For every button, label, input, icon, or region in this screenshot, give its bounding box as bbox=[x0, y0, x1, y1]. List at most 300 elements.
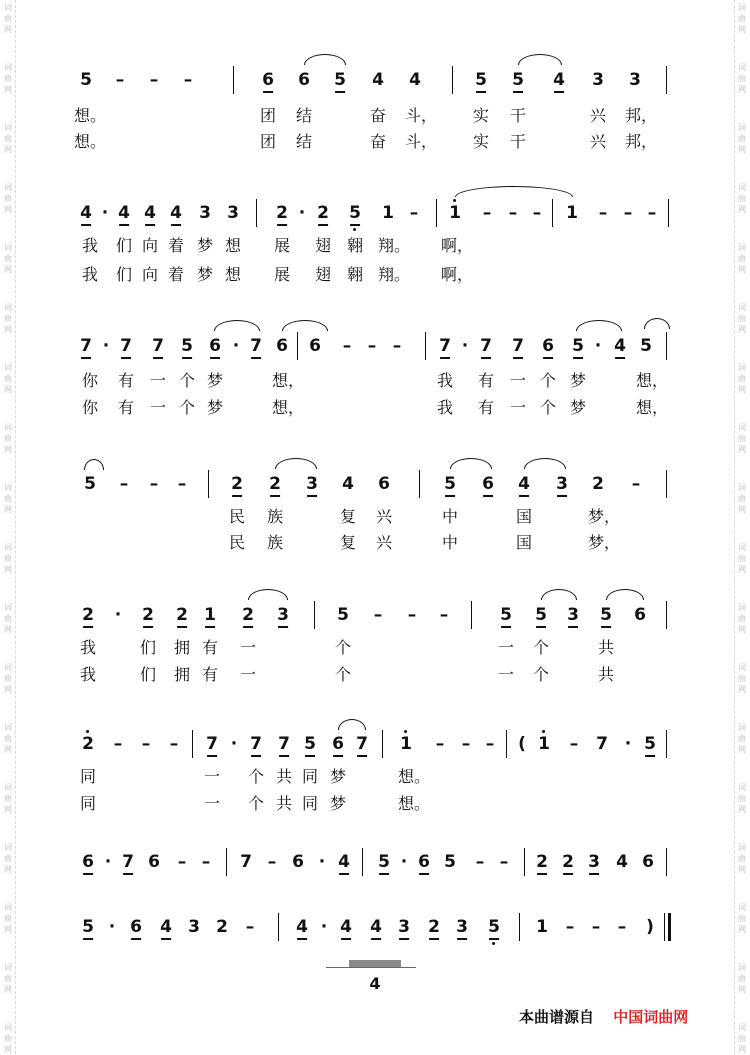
watermark-char: 词 bbox=[738, 303, 746, 312]
watermark-char: 词 bbox=[4, 63, 12, 72]
watermark-char: 词 bbox=[738, 723, 746, 732]
lyric: 梦 bbox=[196, 236, 214, 255]
lyric: 个 bbox=[247, 767, 265, 786]
lyric: 翅 bbox=[314, 236, 332, 255]
watermark-char: 网 bbox=[738, 325, 746, 334]
lyric: 个 bbox=[532, 665, 550, 684]
watermark-char: 网 bbox=[4, 745, 12, 754]
watermark-char: 网 bbox=[4, 145, 12, 154]
watermark-char: 网 bbox=[738, 445, 746, 454]
footer-ornament bbox=[349, 960, 401, 967]
lyric: 有 bbox=[477, 398, 495, 417]
lyric: 国 bbox=[515, 533, 533, 552]
note: 6 bbox=[262, 70, 274, 90]
watermark-char: 曲 bbox=[4, 914, 12, 923]
lyric: 展 bbox=[273, 265, 291, 284]
note: 6 bbox=[276, 336, 288, 356]
lyric: 翱 bbox=[346, 265, 364, 284]
lyric: 奋 bbox=[369, 132, 387, 151]
note: 4 bbox=[338, 852, 350, 872]
watermark-char: 网 bbox=[4, 445, 12, 454]
notation-row bbox=[76, 601, 676, 631]
watermark-unit bbox=[738, 482, 746, 515]
watermark-char: 词 bbox=[738, 243, 746, 252]
watermark-char: 网 bbox=[4, 505, 12, 514]
note: 7 bbox=[206, 734, 218, 754]
watermark-char: 词 bbox=[738, 483, 746, 492]
lyric: 梦 bbox=[569, 398, 587, 417]
lyric: 同 bbox=[79, 794, 97, 813]
watermark-char: 网 bbox=[738, 145, 746, 154]
lyric: 团 bbox=[259, 106, 277, 125]
note: 6 bbox=[482, 474, 494, 494]
lyric: 们 bbox=[115, 265, 133, 284]
watermark-char: 网 bbox=[4, 685, 12, 694]
note: · bbox=[320, 917, 328, 937]
barline bbox=[471, 601, 472, 629]
lyric: 兴 bbox=[589, 132, 607, 151]
note: 4 bbox=[296, 917, 308, 937]
watermark-unit bbox=[4, 602, 12, 635]
watermark-char: 词 bbox=[4, 183, 12, 192]
note: 2 bbox=[536, 852, 548, 872]
watermark-char: 曲 bbox=[4, 1034, 12, 1043]
watermark-char: 曲 bbox=[738, 194, 746, 203]
note: 1 bbox=[449, 203, 461, 223]
lyric: 们 bbox=[139, 665, 157, 684]
note: · bbox=[461, 336, 469, 356]
watermark-unit bbox=[4, 662, 12, 695]
lyric: 想。 bbox=[73, 106, 107, 125]
note: · bbox=[232, 336, 240, 356]
note: 3 bbox=[199, 203, 211, 223]
watermark-unit bbox=[4, 182, 12, 215]
watermark-unit bbox=[738, 422, 746, 455]
note: 6 bbox=[418, 852, 430, 872]
slur bbox=[450, 458, 492, 469]
watermark-char: 网 bbox=[738, 925, 746, 934]
note: 2 bbox=[317, 203, 329, 223]
watermark-char: 曲 bbox=[738, 854, 746, 863]
lyric: 想 bbox=[224, 265, 242, 284]
watermark-char: 曲 bbox=[4, 134, 12, 143]
note: 5 bbox=[82, 917, 94, 937]
watermark-unit bbox=[738, 2, 746, 35]
lyric: 梦 bbox=[206, 398, 224, 417]
lyric: 一 bbox=[509, 398, 527, 417]
note: – bbox=[461, 734, 471, 754]
note: 7 bbox=[122, 852, 134, 872]
note: 2 bbox=[242, 605, 254, 625]
note: 6 bbox=[309, 336, 321, 356]
note: – bbox=[373, 605, 383, 625]
watermark-unit bbox=[4, 902, 12, 935]
watermark-unit bbox=[4, 362, 12, 395]
barline bbox=[233, 66, 234, 94]
note: – bbox=[177, 474, 187, 494]
watermark-char: 词 bbox=[4, 783, 12, 792]
watermark-char: 曲 bbox=[4, 494, 12, 503]
note: 6 bbox=[634, 605, 646, 625]
note: 7 bbox=[480, 336, 492, 356]
lyric: 中 bbox=[441, 507, 459, 526]
note: 5 bbox=[488, 917, 500, 937]
note: – bbox=[475, 852, 485, 872]
note: 2 bbox=[142, 605, 154, 625]
note: – bbox=[623, 203, 633, 223]
barline bbox=[208, 470, 209, 498]
watermark-unit bbox=[738, 122, 746, 155]
watermark-unit bbox=[738, 782, 746, 815]
note: 7 bbox=[278, 734, 290, 754]
note: 3 bbox=[629, 70, 641, 90]
lyric: 翅 bbox=[314, 265, 332, 284]
watermark-char: 曲 bbox=[4, 254, 12, 263]
note: · bbox=[108, 917, 116, 937]
lyric: 一 bbox=[149, 371, 167, 390]
watermark-unit bbox=[738, 722, 746, 755]
watermark-char: 词 bbox=[738, 123, 746, 132]
watermark-unit bbox=[738, 1022, 746, 1055]
note: 5 bbox=[500, 605, 512, 625]
note: 1 bbox=[400, 734, 412, 754]
lyric: 一 bbox=[239, 665, 257, 684]
note: 5 bbox=[378, 852, 390, 872]
watermark-char: 曲 bbox=[4, 374, 12, 383]
note: 6 bbox=[148, 852, 160, 872]
lyric: 兴 bbox=[589, 106, 607, 125]
lyric: 一 bbox=[497, 665, 515, 684]
note: 4 bbox=[80, 203, 92, 223]
note: 2 bbox=[216, 917, 228, 937]
watermark-char: 词 bbox=[4, 363, 12, 372]
watermark-char: 词 bbox=[738, 63, 746, 72]
watermark-char: 曲 bbox=[4, 314, 12, 323]
note: 1 bbox=[536, 917, 548, 937]
lyric: 你 bbox=[81, 398, 99, 417]
watermark-char: 网 bbox=[4, 265, 12, 274]
lyric: 邦， bbox=[624, 106, 658, 125]
note: – bbox=[267, 852, 277, 872]
note: 2 bbox=[269, 474, 281, 494]
slur bbox=[275, 458, 317, 469]
lyric: 个 bbox=[178, 371, 196, 390]
note: 6 bbox=[298, 70, 310, 90]
watermark-char: 曲 bbox=[738, 74, 746, 83]
note: – bbox=[591, 917, 601, 937]
lyric: 个 bbox=[539, 398, 557, 417]
note: 5 bbox=[535, 605, 547, 625]
note: – bbox=[183, 70, 193, 90]
watermark-unit bbox=[4, 302, 12, 335]
note: 1 bbox=[538, 734, 550, 754]
note: 5 bbox=[80, 70, 92, 90]
lyric: 们 bbox=[139, 638, 157, 657]
note: – bbox=[149, 474, 159, 494]
note: 5 bbox=[512, 70, 524, 90]
note: 4 bbox=[518, 474, 530, 494]
lyric: 族 bbox=[266, 507, 284, 526]
source-credit bbox=[519, 1006, 688, 1027]
note: 4 bbox=[616, 852, 628, 872]
note: · bbox=[104, 852, 112, 872]
note: 5 bbox=[334, 70, 346, 90]
note: – bbox=[482, 203, 492, 223]
lyric: 有 bbox=[117, 371, 135, 390]
note: 2 bbox=[562, 852, 574, 872]
note: 3 bbox=[567, 605, 579, 625]
watermark-unit bbox=[738, 962, 746, 995]
watermark-char: 曲 bbox=[738, 974, 746, 983]
watermark-char: 词 bbox=[4, 903, 12, 912]
note: – bbox=[439, 605, 449, 625]
note: 3 bbox=[277, 605, 289, 625]
watermark-char: 词 bbox=[4, 123, 12, 132]
barline bbox=[524, 848, 525, 876]
watermark-unit bbox=[4, 782, 12, 815]
note: 7 bbox=[356, 734, 368, 754]
note: 2 bbox=[82, 605, 94, 625]
note: 1 bbox=[566, 203, 578, 223]
watermark-char: 曲 bbox=[4, 74, 12, 83]
note: – bbox=[508, 203, 518, 223]
watermark-char: 曲 bbox=[738, 434, 746, 443]
lyric: 共 bbox=[597, 638, 615, 657]
watermark-char: 网 bbox=[738, 685, 746, 694]
watermark-char: 网 bbox=[4, 25, 12, 34]
watermark-char: 曲 bbox=[4, 854, 12, 863]
lyric: 向 bbox=[141, 265, 159, 284]
watermark-char: 曲 bbox=[4, 14, 12, 23]
note: 5 bbox=[337, 605, 349, 625]
lyric: 想。 bbox=[397, 767, 431, 786]
source-site-link[interactable]: 中国词曲网 bbox=[613, 1008, 689, 1026]
lyric: 有 bbox=[201, 638, 219, 657]
watermark-char: 曲 bbox=[738, 674, 746, 683]
note: 6 bbox=[332, 734, 344, 754]
lyric: 一 bbox=[203, 767, 221, 786]
lyric: 干 bbox=[509, 106, 527, 125]
watermark-char: 词 bbox=[4, 423, 12, 432]
watermark-char: 词 bbox=[738, 843, 746, 852]
watermark-char: 网 bbox=[738, 565, 746, 574]
notation-row bbox=[76, 913, 676, 943]
note: – bbox=[532, 203, 542, 223]
lyric: 我 bbox=[436, 371, 454, 390]
barline bbox=[552, 199, 553, 227]
note: 7 bbox=[512, 336, 524, 356]
notation-row bbox=[76, 730, 676, 760]
slur bbox=[541, 589, 577, 600]
watermark-char: 网 bbox=[4, 865, 12, 874]
note: 4 bbox=[614, 336, 626, 356]
lyric: 梦 bbox=[196, 265, 214, 284]
note: · bbox=[400, 852, 408, 872]
source-label: 本曲谱源自 bbox=[519, 1008, 595, 1026]
note: 6 bbox=[292, 852, 304, 872]
note: 6 bbox=[82, 852, 94, 872]
watermark-unit bbox=[4, 1022, 12, 1055]
watermark-unit bbox=[4, 62, 12, 95]
notation-row bbox=[76, 199, 676, 229]
watermark-unit bbox=[4, 122, 12, 155]
barline bbox=[666, 730, 667, 758]
watermark-char: 网 bbox=[738, 745, 746, 754]
watermark-unit bbox=[738, 62, 746, 95]
page-number: 4 bbox=[369, 974, 381, 993]
note: 4 bbox=[160, 917, 172, 937]
lyric: 同 bbox=[301, 794, 319, 813]
note: · bbox=[594, 336, 602, 356]
note: 7 bbox=[120, 336, 132, 356]
note: – bbox=[201, 852, 211, 872]
watermark-char: 词 bbox=[4, 3, 12, 12]
lyric: 我 bbox=[436, 398, 454, 417]
note: 4 bbox=[409, 70, 421, 90]
lyric: 想。 bbox=[73, 132, 107, 151]
lyric: 民 bbox=[228, 507, 246, 526]
watermark-unit bbox=[738, 542, 746, 575]
note: 5 bbox=[644, 734, 656, 754]
lyric: 族 bbox=[266, 533, 284, 552]
lyric: 斗， bbox=[404, 132, 438, 151]
watermark-char: 网 bbox=[738, 505, 746, 514]
right-watermark-strip bbox=[734, 0, 749, 1054]
barline bbox=[666, 848, 667, 876]
note: – bbox=[565, 917, 575, 937]
watermark-char: 词 bbox=[4, 243, 12, 252]
note: 5 bbox=[475, 70, 487, 90]
watermark-char: 曲 bbox=[4, 554, 12, 563]
note: 3 bbox=[306, 474, 318, 494]
watermark-char: 词 bbox=[4, 723, 12, 732]
watermark-char: 网 bbox=[4, 925, 12, 934]
watermark-char: 词 bbox=[4, 603, 12, 612]
note: · bbox=[114, 605, 122, 625]
lyric: 梦 bbox=[329, 767, 347, 786]
watermark-char: 网 bbox=[738, 25, 746, 34]
lyric: 啊， bbox=[440, 265, 474, 284]
barline bbox=[314, 601, 315, 629]
lyric: 复 bbox=[339, 533, 357, 552]
watermark-unit bbox=[738, 362, 746, 395]
barline bbox=[226, 848, 227, 876]
barline bbox=[668, 199, 669, 227]
watermark-char: 词 bbox=[738, 1023, 746, 1032]
note: 4 bbox=[144, 203, 156, 223]
watermark-char: 曲 bbox=[738, 254, 746, 263]
slur bbox=[248, 589, 288, 600]
watermark-char: 词 bbox=[738, 963, 746, 972]
watermark-char: 曲 bbox=[738, 134, 746, 143]
lyric: 实 bbox=[472, 132, 490, 151]
watermark-char: 网 bbox=[4, 565, 12, 574]
notation-row bbox=[76, 332, 676, 362]
watermark-unit bbox=[4, 722, 12, 755]
watermark-unit bbox=[4, 542, 12, 575]
watermark-char: 词 bbox=[4, 663, 12, 672]
watermark-char: 网 bbox=[738, 205, 746, 214]
note: 6 bbox=[642, 852, 654, 872]
lyric: 一 bbox=[239, 638, 257, 657]
note: 6 bbox=[130, 917, 142, 937]
notation-row bbox=[76, 848, 676, 878]
watermark-unit bbox=[738, 662, 746, 695]
watermark-char: 网 bbox=[4, 205, 12, 214]
lyric: 翔。 bbox=[377, 265, 411, 284]
watermark-char: 曲 bbox=[738, 314, 746, 323]
watermark-char: 网 bbox=[738, 625, 746, 634]
watermark-char: 曲 bbox=[4, 974, 12, 983]
note: 5 bbox=[181, 336, 193, 356]
barline bbox=[666, 332, 667, 360]
watermark-char: 曲 bbox=[4, 734, 12, 743]
note: – bbox=[115, 70, 125, 90]
note: 7 bbox=[250, 734, 262, 754]
watermark-char: 曲 bbox=[738, 14, 746, 23]
lyric: 拥 bbox=[173, 665, 191, 684]
watermark-unit bbox=[4, 842, 12, 875]
watermark-char: 网 bbox=[4, 805, 12, 814]
note: 4 bbox=[372, 70, 384, 90]
lyric: 实 bbox=[472, 106, 490, 125]
lyric: 共 bbox=[597, 665, 615, 684]
lyric: 啊， bbox=[440, 236, 474, 255]
slur bbox=[644, 318, 670, 329]
note: – bbox=[631, 474, 641, 494]
watermark-char: 词 bbox=[738, 3, 746, 12]
watermark-char: 网 bbox=[4, 85, 12, 94]
watermark-unit bbox=[738, 842, 746, 875]
note: 3 bbox=[227, 203, 239, 223]
barline bbox=[192, 730, 193, 758]
lyric: 我 bbox=[81, 265, 99, 284]
lyric: 邦， bbox=[624, 132, 658, 151]
watermark-char: 曲 bbox=[4, 794, 12, 803]
note: 2 bbox=[82, 734, 94, 754]
lyric: 一 bbox=[203, 794, 221, 813]
note: – bbox=[499, 852, 509, 872]
watermark-char: 词 bbox=[4, 303, 12, 312]
watermark-char: 曲 bbox=[4, 614, 12, 623]
note: – bbox=[169, 734, 179, 754]
watermark-char: 曲 bbox=[738, 554, 746, 563]
note: 3 bbox=[588, 852, 600, 872]
lyric: 个 bbox=[247, 794, 265, 813]
note: 6 bbox=[378, 474, 390, 494]
watermark-char: 网 bbox=[4, 325, 12, 334]
watermark-unit bbox=[4, 962, 12, 995]
lyric: 梦 bbox=[329, 794, 347, 813]
note: – bbox=[569, 734, 579, 754]
note: 2 bbox=[592, 474, 604, 494]
note: – bbox=[598, 203, 608, 223]
lyric: 共 bbox=[275, 794, 293, 813]
watermark-char: 词 bbox=[4, 843, 12, 852]
note: – bbox=[617, 917, 627, 937]
note: – bbox=[409, 203, 419, 223]
note: 7 bbox=[596, 734, 608, 754]
lyric: 想， bbox=[635, 398, 669, 417]
slur bbox=[338, 719, 366, 730]
watermark-char: 词 bbox=[4, 543, 12, 552]
note: ) bbox=[646, 917, 654, 937]
note: · bbox=[318, 852, 326, 872]
note: 7 bbox=[80, 336, 92, 356]
watermark-char: 曲 bbox=[738, 914, 746, 923]
lyric: 一 bbox=[497, 638, 515, 657]
slur bbox=[518, 54, 562, 65]
